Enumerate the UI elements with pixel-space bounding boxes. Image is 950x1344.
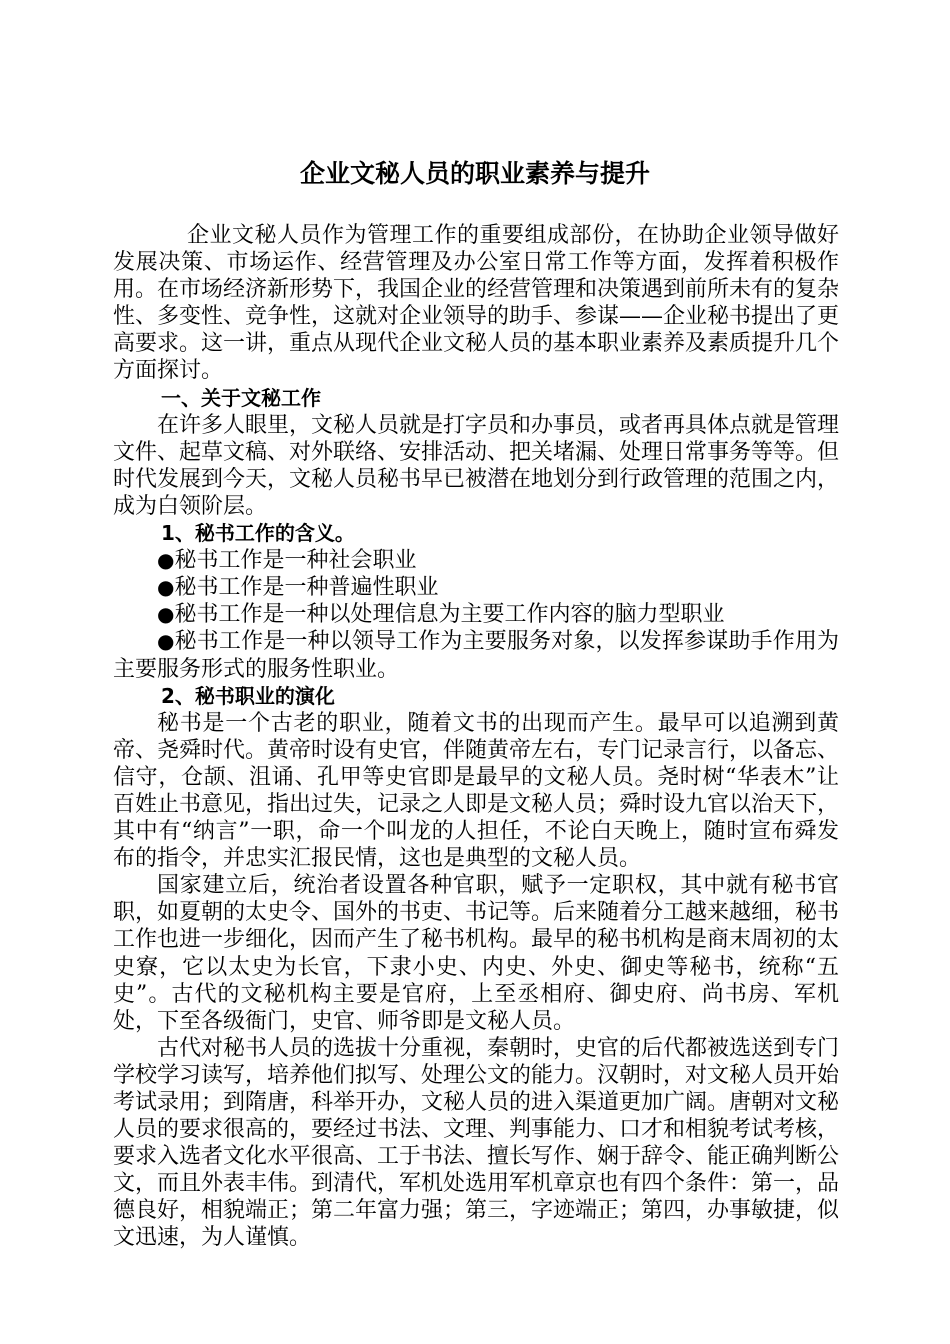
subsection-heading-meaning: 1、秘书工作的含义。: [161, 521, 355, 546]
section1-paragraph: 在许多人眼里，文秘人员就是打字员和办事员，或者再具体点就是管理文件、起草文稿、对外联络、安排活动、把关堵漏、处理日常事务等等。但时代发展到今天，文秘人员秘书早已被潜在地划分到行政管理的范围之内，成为白领阶层。: [113, 412, 840, 519]
bullet-text: 秘书工作是一种以处理信息为主要工作内容的脑力型职业: [174, 602, 725, 628]
bullet-text: 秘书工作是一种社会职业: [174, 548, 417, 574]
bullet-dot-icon: ●: [157, 548, 175, 573]
subsection-heading-evolution: 2、秘书职业的演化: [161, 683, 335, 708]
evolution-paragraph: 国家建立后，统治者设置各种官职，赋予一定职权，其中就有秘书官职，如夏朝的太史令、国外的书吏、书记等。后来随着分工越来越细，秘书工作也进一步细化，因而产生了秘书机构。最早的秘书机构是商末周初的太史寮，它以太史为长官，下隶小史、内史、外史、御史等秘书，统称“五史”。古代的文秘机构主要是官府，上至丞相府、御史府、尚书房、军机处，下至各级衙门，史官、师爷即是文秘人员。: [113, 873, 840, 1034]
bullet-text: 秘书工作是一种以领导工作为主要服务对象，以发挥参谋助手作用为主要服务形式的服务性职业。: [113, 629, 839, 682]
bullet-item: [113, 628, 839, 682]
bullet-item: [113, 574, 839, 601]
evolution-paragraph: 秘书是一个古老的职业，随着文书的出现而产生。最早可以追溯到黄帝、尧舜时代。黄帝时设有史官，伴随黄帝左右，专门记录言行，以备忘、信守，仓颉、沮诵、孔甲等史官即是最早的文秘人员。尧时树“华表木”让百姓止书意见，指出过失，记录之人即是文秘人员；舜时设九官以治天下，其中有“纳言”一职，命一个叫龙的人担任，不论白天晚上，随时宣布舜发布的指令，并忠实汇报民情，这也是典型的文秘人员。: [113, 710, 840, 872]
intro-paragraph: 企业文秘人员作为管理工作的重要组成部份，在协助企业领导做好发展决策、市场运作、经营管理及办公室日常工作等方面，发挥着积极作用。在市场经济新形势下，我国企业的经营管理和决策遇到前所未有的复杂性、多变性、竞争性，这就对企业领导的助手、参谋——企业秘书提出了更高要求。这一讲，重点从现代企业文秘人员的基本职业素养及素质提升几个方面探讨。: [113, 223, 840, 384]
bullet-item: [113, 547, 839, 574]
bullet-dot-icon: ●: [157, 602, 175, 627]
bullet-dot-icon: ●: [157, 575, 175, 600]
section-heading-about-secretary-work: 一、关于文秘工作: [161, 385, 321, 410]
bullet-dot-icon: ●: [157, 629, 175, 654]
bullet-item: [113, 601, 839, 628]
evolution-paragraph: 古代对秘书人员的选拔十分重视，秦朝时，史官的后代都被选送到专门学校学习读写，培养他们拟写、处理公文的能力。汉朝时，对文秘人员开始考试录用；到隋唐，科举开办，文秘人员的进入渠道更加广阔。唐朝对文秘人员的要求很高的，要经过书法、文理、判事能力、口才和相貌考试考核，要求入选者文化水平很高、工于书法、擅长写作、娴于辞令、能正确判断公文，而且外表丰伟。到清代，军机处选用军机章京也有四个条件：第一，品德良好，相貌端正；第二年富力强；第三，字迹端正；第四，办事敏捷，似文迅速，为人谨慎。: [113, 1035, 840, 1251]
document-title: 企业文秘人员的职业素养与提升: [299, 159, 650, 188]
document-body: [113, 222, 839, 1252]
bullet-text: 秘书工作是一种普遍性职业: [174, 575, 439, 601]
